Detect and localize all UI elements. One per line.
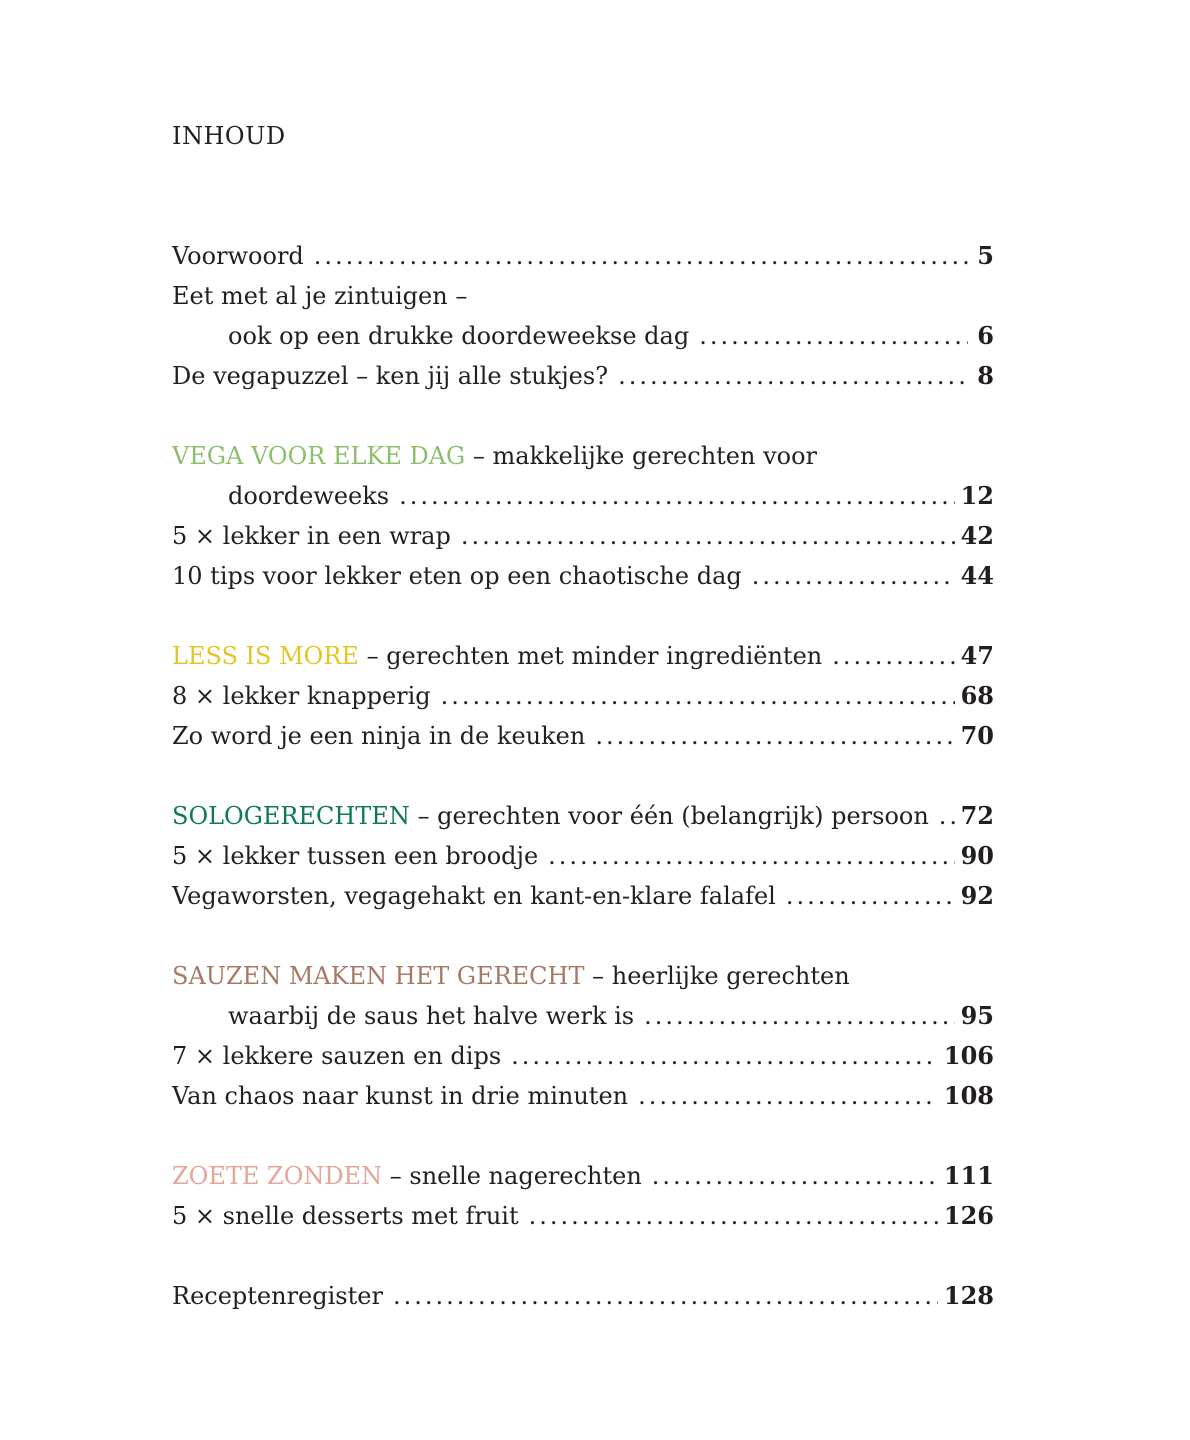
toc-page-number: 70 (960, 721, 994, 750)
dot-leader (529, 1196, 938, 1236)
toc-entry-title: Vegaworsten, vegagehakt en kant-en-klare falafel (172, 882, 776, 910)
toc-entry-voorwoord[interactable] (172, 236, 994, 276)
toc-page-number: 6 (977, 321, 994, 350)
toc-section-solo[interactable] (172, 796, 994, 836)
toc-entry-zintuigen-line1[interactable] (172, 276, 994, 316)
toc-entry-knapperig[interactable] (172, 676, 994, 716)
toc-entry-broodje[interactable] (172, 836, 994, 876)
toc-entry-ninja[interactable] (172, 716, 994, 756)
toc-entry-title: ook op een drukke doordeweekse dag (228, 322, 690, 350)
toc-entry-title: Receptenregister (172, 1282, 383, 1310)
toc-page-number: 47 (960, 641, 994, 670)
dot-leader (595, 716, 954, 756)
dot-leader (393, 1276, 938, 1316)
toc-entry-title: 8 × lekker knapperig (172, 682, 431, 710)
section-name-less: LESS IS MORE (172, 642, 359, 670)
section-name-solo: SOLOGERECHTEN (172, 802, 410, 830)
toc-page-number: 42 (960, 521, 994, 550)
toc-page-number: 111 (943, 1161, 994, 1190)
toc-entry-vegapuzzel[interactable] (172, 356, 994, 396)
dot-leader (652, 1156, 938, 1196)
toc-page-number: 44 (960, 561, 994, 590)
toc-entry-title: De vegapuzzel – ken jij alle stukjes? (172, 362, 609, 390)
toc-page-number: 12 (960, 481, 994, 510)
toc-page-number: 90 (960, 841, 994, 870)
toc-entry-title: doordeweeks (228, 482, 390, 510)
toc-page-number: 5 (977, 241, 994, 270)
toc-page-number: 92 (960, 881, 994, 910)
toc-entry-desserts[interactable] (172, 1196, 994, 1236)
toc-entry-title: Voorwoord (172, 242, 304, 270)
toc-entry-tips[interactable] (172, 556, 994, 596)
toc-entry-title: 5 × lekker tussen een broodje (172, 842, 539, 870)
toc-entry-dips[interactable] (172, 1036, 994, 1076)
dot-leader (511, 1036, 938, 1076)
toc-entry-zintuigen-line2[interactable] (228, 316, 994, 356)
toc-entry-title: waarbij de saus het halve werk is (228, 1002, 635, 1030)
toc-section-sauzen-line1[interactable] (172, 956, 994, 996)
dot-leader (644, 996, 954, 1036)
toc-page-number: 72 (960, 801, 994, 830)
toc-page-number: 95 (960, 1001, 994, 1030)
dot-leader (399, 476, 954, 516)
toc-entry-wrap[interactable] (172, 516, 994, 556)
toc-entry-title: 7 × lekkere sauzen en dips (172, 1042, 502, 1070)
toc-entry-title: 10 tips voor lekker eten op een chaotische dag (172, 562, 742, 590)
toc-entry-vegaworsten[interactable] (172, 876, 994, 916)
section-subtitle: – gerechten met minder ingrediënten (358, 642, 823, 670)
dot-leader (699, 316, 968, 356)
toc-page-number: 126 (943, 1201, 994, 1230)
toc-section-zoete[interactable] (172, 1156, 994, 1196)
toc-section-vega-line2[interactable] (228, 476, 994, 516)
dot-leader (618, 356, 968, 396)
section-name-zoete: ZOETE ZONDEN (172, 1162, 383, 1190)
section-name-vega: VEGA VOOR ELKE DAG (172, 442, 466, 470)
dot-leader (752, 556, 955, 596)
toc-entry-chaos[interactable] (172, 1076, 994, 1116)
toc-entry-title: 5 × lekker in een wrap (172, 522, 451, 550)
toc-entry-title: Eet met al je zintuigen – (172, 282, 468, 310)
toc-page-number: 8 (977, 361, 994, 390)
toc-entry-title: Van chaos naar kunst in drie minuten (172, 1082, 629, 1110)
section-subtitle: – snelle nagerechten (382, 1162, 642, 1190)
section-subtitle: – heerlijke gerechten (584, 962, 850, 990)
section-subtitle: – gerechten voor één (belangrijk) persoon (409, 802, 929, 830)
toc-section-sauzen-line2[interactable] (228, 996, 994, 1036)
dot-leader (832, 636, 954, 676)
section-subtitle: – makkelijke gerechten voor (465, 442, 818, 470)
dot-leader (548, 836, 954, 876)
page-title: INHOUD (172, 122, 286, 150)
toc-entry-register[interactable] (172, 1276, 994, 1316)
section-name-sauzen: SAUZEN MAKEN HET GERECHT (172, 962, 585, 990)
dot-leader (638, 1076, 938, 1116)
dot-leader (786, 876, 955, 916)
toc-page-number: 68 (960, 681, 994, 710)
toc-entry-title: 5 × snelle desserts met fruit (172, 1202, 519, 1230)
toc-section-less[interactable] (172, 636, 994, 676)
toc-page-number: 106 (943, 1041, 994, 1070)
dot-leader (441, 676, 955, 716)
toc-section-vega-line1[interactable] (172, 436, 994, 476)
dot-leader (939, 796, 955, 836)
toc-entry-title: Zo word je een ninja in de keuken (172, 722, 586, 750)
toc-page-number: 128 (943, 1281, 994, 1310)
toc-page-number: 108 (943, 1081, 994, 1110)
dot-leader (461, 516, 955, 556)
dot-leader (314, 236, 968, 276)
